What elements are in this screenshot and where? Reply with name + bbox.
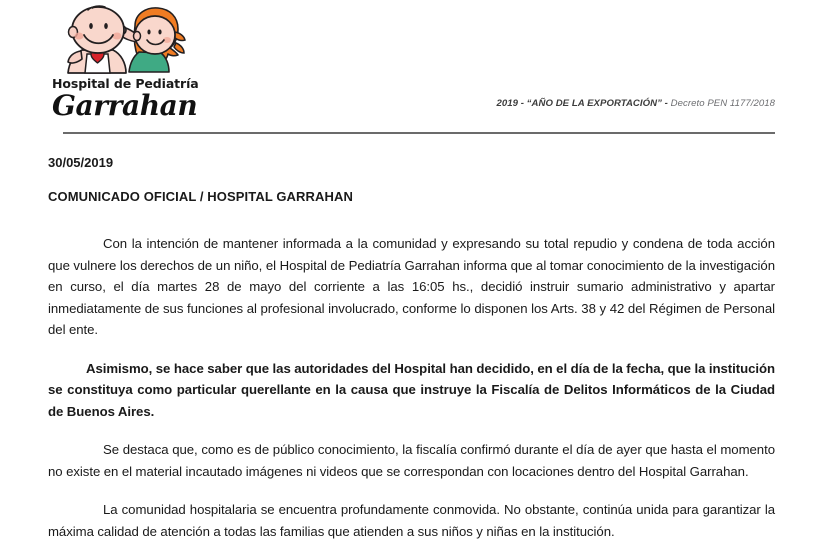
motto-year-phrase: 2019 - “AÑO DE LA EXPORTACIÓN” - xyxy=(496,98,668,109)
page-title: COMUNICADO OFICIAL / HOSPITAL GARRAHAN xyxy=(48,189,353,204)
document-date: 30/05/2019 xyxy=(48,155,114,170)
logo-name: Garrahan xyxy=(52,89,198,122)
letterhead-motto xyxy=(496,98,775,109)
paragraph-4: La comunidad hospitalaria se encuentra profundamente conmovida. No obstante, continúa unida para garantizar la máxima calidad de atención a todas las familias que atienden a sus niños y niñas en la institución. xyxy=(48,502,775,539)
paragraph-2: Asimismo, se hace saber que las autoridades del Hospital han decidido, en el día de la fecha, que la institución se constituya como particular querellante en la causa que instruye la Fiscalía de Delitos Informáticos de la Ciudad de Buenos Aires. xyxy=(48,360,775,419)
document-body xyxy=(48,155,775,542)
logo-subtitle: Hospital de Pediatría xyxy=(52,76,199,91)
letterhead xyxy=(0,0,828,134)
letterhead-divider xyxy=(63,132,775,134)
paragraph-1: Con la intención de mantener informada a la comunidad y expresando su total repudio y condena de toda acción que vulnere los derechos de un niño, el Hospital de Pediatría Garrahan informa que al tomar conocimiento de la investigación en curso, el día martes 28 de mayo del corriente a las 16:05 hs., decidió instruir sumario administrativo y apartar inmediatamente de sus funciones al profesional involucrado, conforme lo disponen los Arts. 38 y 42 del Régimen de Personal del ente. xyxy=(48,236,775,337)
paragraph-3: Se destaca que, como es de público conocimiento, la fiscalía confirmó durante el día de ayer que hasta el momento no existe en el material incautado imágenes ni videos que se correspondan con locaciones dentro del Hospital Garrahan. xyxy=(48,442,775,479)
motto-decree: Decreto PEN 1177/2018 xyxy=(670,98,775,109)
logo-wordmark xyxy=(52,77,248,121)
body-paragraphs xyxy=(48,233,775,542)
hospital-logo xyxy=(48,4,248,121)
garrahan-babies-logo-icon xyxy=(64,4,186,76)
